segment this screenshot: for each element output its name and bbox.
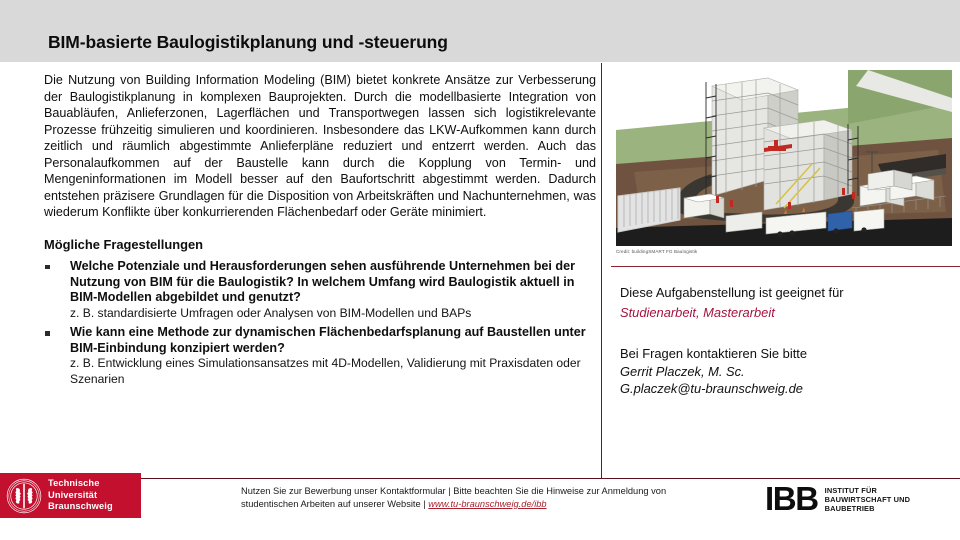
list-item [44,259,596,321]
tu-logo-line-2: Universität [48,489,98,500]
suitable-for-value: Studienarbeit, Masterarbeit [620,305,775,320]
bim-site-illustration [616,68,952,246]
footer-note [241,485,741,510]
ibb-subtitle-line-3: BAUBETRIEB [824,504,875,514]
question-example: z. B. standardisierte Umfragen oder Analysen von BIM-Modellen und BAPs [70,305,472,320]
contact-label: Bei Fragen kontaktieren Sie bitte [620,346,808,361]
question-example: z. B. Entwicklung eines Simulationsansatzes mit 4D-Modellen, Validierung mit Praxisdaten oder Szenarien [70,356,581,386]
column-divider [601,63,602,478]
figure-credit: Credit: buildingSMART FG Baulogistik [616,249,698,254]
contact-email[interactable]: G.placzek@tu-braunschweig.de [620,381,803,396]
list-item [44,325,596,387]
tu-braunschweig-logo [0,473,141,518]
tu-logo-wordmark [48,478,113,512]
ibb-subtitle-line-1: INSTITUT FÜR [824,486,877,495]
intro-paragraph: Die Nutzung von Building Information Modeling (BIM) bietet konkrete Ansätze zur Verbesserung der Baulogistikplanung in komplexen Bauprojekten. Durch die modellbasierte Integration von Bauabläufen, Anlieferzonen, Lagerflächen und Transportwegen lassen sich logistikrelevante Prozesse frühzeitig simulieren und koordinieren. Insbesondere das LKW-Aufkommen kann durch zeitlich und räumlich abgestimmte Anlieferpläne reduziert und entzerrt werden. Auch das Personalaufkommen auf der Baustelle kann durch die Kopplung von Termin- und Mengeninformationen im Modell besser auf den Baufortschritt abgestimmt werden. Dadurch entstehen präzisere Grundlagen für die Disposition von Arbeitskräften und Nachunternehmen, was wiederum Konflikte über konkurrierenden Flächenbedarf oder Geräte minimiert. [44,73,596,220]
bullet-square-icon [45,265,50,270]
contact-name: Gerrit Placzek, M. Sc. [620,364,745,379]
bullet-square-icon [45,331,50,336]
right-content-column [620,283,956,397]
ibb-wordmark: IBB [765,480,818,517]
ibb-subtitle [825,486,910,514]
footer-note-line-2: studentischen Arbeiten auf unserer Website | [241,498,429,509]
question-text: Welche Potenziale und Herausforderungen sehen ausführende Unternehmen bei der Nutzung von BIM für die Baulogistik? In welchem Umfang wird Baulogistik aktuell in BIM-Modellen abgebildet und genutzt? [70,258,576,305]
footer-note-line-1: Nutzen Sie zur Bewerbung unser Kontaktformular | Bitte beachten Sie die Hinweise zur Anmeldung von [241,486,667,496]
section-heading-questions: Mögliche Fragestellungen [44,236,204,252]
ibb-subtitle-line-2: BAUWIRTSCHAFT UND [824,495,911,505]
tu-logo-line-3: Braunschweig [48,501,113,512]
spacer [620,323,956,344]
suitable-for-label: Diese Aufgabenstellung ist geeignet für [620,285,844,300]
tu-logo-line-1: Technische [48,478,100,489]
construction-site-bim-figure [616,68,952,246]
question-list [44,259,596,387]
ibb-logo [765,480,911,517]
website-link[interactable]: www.tu-braunschweig.de/ibb [428,498,547,509]
page-title: BIM-basierte Baulogistikplanung und -steuerung [48,32,448,52]
right-column-rule [611,266,960,267]
left-content-column [44,72,596,391]
question-text: Wie kann eine Methode zur dynamischen Flächenbedarfsplanung auf Baustellen unter BIM-Einbindung konzipiert werden? [70,325,586,355]
tu-seal-icon [6,478,42,514]
